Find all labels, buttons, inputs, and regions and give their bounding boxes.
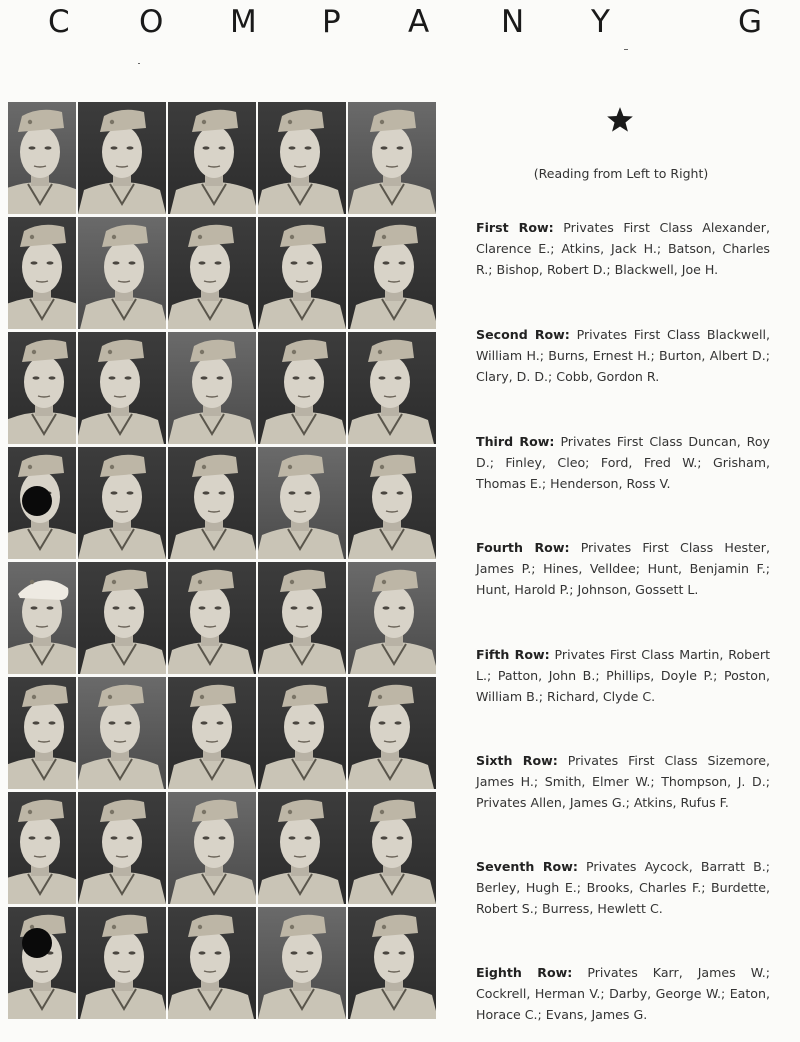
row-names: Privates Karr, James W.; Cockrell, Herman V.; Darby, George W.; Eaton, Horace C.; Evans, James G. (476, 965, 770, 1022)
soldier-portrait-icon (168, 562, 256, 674)
soldier-portrait-icon (348, 217, 436, 329)
soldier-portrait-icon (348, 907, 436, 1019)
portrait-photo (168, 907, 256, 1019)
portrait-photo (78, 792, 166, 904)
title-letter: A (408, 4, 430, 40)
soldier-portrait-icon (258, 562, 346, 674)
soldier-portrait-icon (168, 792, 256, 904)
row-names: Privates First Class Duncan, Roy D.; Finley, Cleo; Ford, Fred W.; Grisham, Thomas E.; Henderson, Ross V. (476, 434, 770, 491)
soldier-portrait-icon (258, 102, 346, 214)
soldier-portrait-icon (348, 447, 436, 559)
soldier-portrait-icon (78, 447, 166, 559)
row-label: Third Row: (476, 434, 555, 449)
row-label: Sixth Row: (476, 753, 558, 768)
portrait-photo (348, 447, 436, 559)
soldier-portrait-icon (168, 217, 256, 329)
soldier-portrait-icon (78, 562, 166, 674)
soldier-portrait-icon (8, 792, 76, 904)
row-label: First Row: (476, 220, 554, 235)
soldier-portrait-icon (168, 677, 256, 789)
soldier-portrait-icon (78, 332, 166, 444)
title-letter: M (230, 4, 257, 40)
row-caption-3 (476, 431, 770, 494)
scan-speck (624, 49, 628, 50)
portrait-photo (348, 907, 436, 1019)
portrait-photo (258, 677, 346, 789)
row-names: Privates First Class Martin, Robert L.; Patton, John B.; Phillips, Doyle P.; Poston, William B.; Richard, Clyde C. (476, 647, 771, 704)
row-label: Seventh Row: (476, 859, 578, 874)
portrait-photo (78, 217, 166, 329)
portrait-photo (168, 332, 256, 444)
portrait-photo (168, 562, 256, 674)
soldier-portrait-icon (8, 217, 76, 329)
soldier-portrait-icon (8, 332, 76, 444)
portrait-grid (8, 102, 438, 1022)
portrait-photo (348, 792, 436, 904)
portrait-photo (8, 677, 76, 789)
soldier-portrait-icon (8, 102, 76, 214)
soldier-portrait-icon (78, 217, 166, 329)
soldier-portrait-icon (168, 907, 256, 1019)
soldier-portrait-icon (168, 332, 256, 444)
title-letter: G (738, 4, 763, 40)
row-caption-7 (476, 856, 770, 919)
row-label: Second Row: (476, 327, 570, 342)
row-label: Eighth Row: (476, 965, 573, 980)
portrait-photo (258, 102, 346, 214)
row-caption-1 (476, 217, 770, 280)
soldier-portrait-icon (258, 792, 346, 904)
punch-hole (22, 928, 52, 958)
portrait-photo (168, 792, 256, 904)
portrait-photo (78, 562, 166, 674)
scan-speck (138, 63, 140, 64)
portrait-photo (78, 447, 166, 559)
row-label: Fifth Row: (476, 647, 550, 662)
portrait-photo (348, 217, 436, 329)
row-names: Privates First Class Hester, James P.; Hines, Velldee; Hunt, Benjamin F.; Hunt, Harold P.; Johnson, Gossett L. (476, 540, 770, 597)
portrait-photo (168, 217, 256, 329)
soldier-portrait-icon (8, 562, 76, 674)
row-names: Privates First Class Sizemore, James H.; Smith, Elmer W.; Thompson, J. D.; Privates Allen, James G.; Atkins, Rufus F. (476, 753, 770, 810)
portrait-photo (78, 332, 166, 444)
portrait-photo (8, 217, 76, 329)
star-icon (606, 106, 634, 134)
row-names: Privates First Class Alexander, Clarence E.; Atkins, Jack H.; Batson, Charles R.; Bishop, Robert D.; Blackwell, Joe H. (476, 220, 770, 277)
punch-hole (22, 486, 52, 516)
portrait-photo (8, 907, 76, 1019)
soldier-portrait-icon (8, 677, 76, 789)
portrait-photo (258, 217, 346, 329)
portrait-photo (348, 677, 436, 789)
portrait-photo (258, 792, 346, 904)
soldier-portrait-icon (258, 677, 346, 789)
soldier-portrait-icon (348, 332, 436, 444)
soldier-portrait-icon (348, 677, 436, 789)
title-letter: N (501, 4, 525, 40)
row-label: Fourth Row: (476, 540, 570, 555)
page-title (0, 4, 800, 44)
portrait-photo (78, 907, 166, 1019)
portrait-photo (8, 562, 76, 674)
portrait-photo (258, 447, 346, 559)
soldier-portrait-icon (258, 447, 346, 559)
portrait-photo (8, 102, 76, 214)
portrait-photo (258, 907, 346, 1019)
title-letter: Y (591, 4, 610, 40)
portrait-photo (348, 102, 436, 214)
portrait-photo (348, 562, 436, 674)
soldier-portrait-icon (348, 102, 436, 214)
soldier-portrait-icon (78, 677, 166, 789)
portrait-photo (78, 677, 166, 789)
soldier-portrait-icon (348, 562, 436, 674)
soldier-portrait-icon (258, 217, 346, 329)
soldier-portrait-icon (258, 332, 346, 444)
row-names: Privates First Class Blackwell, William H.; Burns, Ernest H.; Burton, Albert D.; Clary, D. D.; Cobb, Gordon R. (476, 327, 770, 384)
portrait-photo (258, 562, 346, 674)
portrait-photo (8, 332, 76, 444)
soldier-portrait-icon (78, 907, 166, 1019)
soldier-portrait-icon (258, 907, 346, 1019)
soldier-portrait-icon (168, 102, 256, 214)
soldier-portrait-icon (78, 792, 166, 904)
soldier-portrait-icon (78, 102, 166, 214)
row-caption-8 (476, 962, 770, 1025)
reading-direction-note: (Reading from Left to Right) (533, 166, 709, 181)
row-caption-2 (476, 324, 770, 387)
portrait-photo (258, 332, 346, 444)
title-letter: P (322, 4, 341, 40)
portrait-photo (8, 792, 76, 904)
row-caption-6 (476, 750, 770, 813)
row-caption-4 (476, 537, 770, 600)
row-caption-5 (476, 644, 770, 707)
soldier-portrait-icon (8, 907, 76, 1019)
portrait-photo (168, 447, 256, 559)
title-letter: C (48, 4, 70, 40)
portrait-photo (348, 332, 436, 444)
title-letter: O (139, 4, 164, 40)
soldier-portrait-icon (348, 792, 436, 904)
soldier-portrait-icon (168, 447, 256, 559)
portrait-photo (168, 102, 256, 214)
portrait-photo (168, 677, 256, 789)
row-names: Privates Aycock, Barratt B.; Berley, Hugh E.; Brooks, Charles F.; Burdette, Robert S.; Burress, Hewlett C. (476, 859, 770, 916)
portrait-photo (78, 102, 166, 214)
